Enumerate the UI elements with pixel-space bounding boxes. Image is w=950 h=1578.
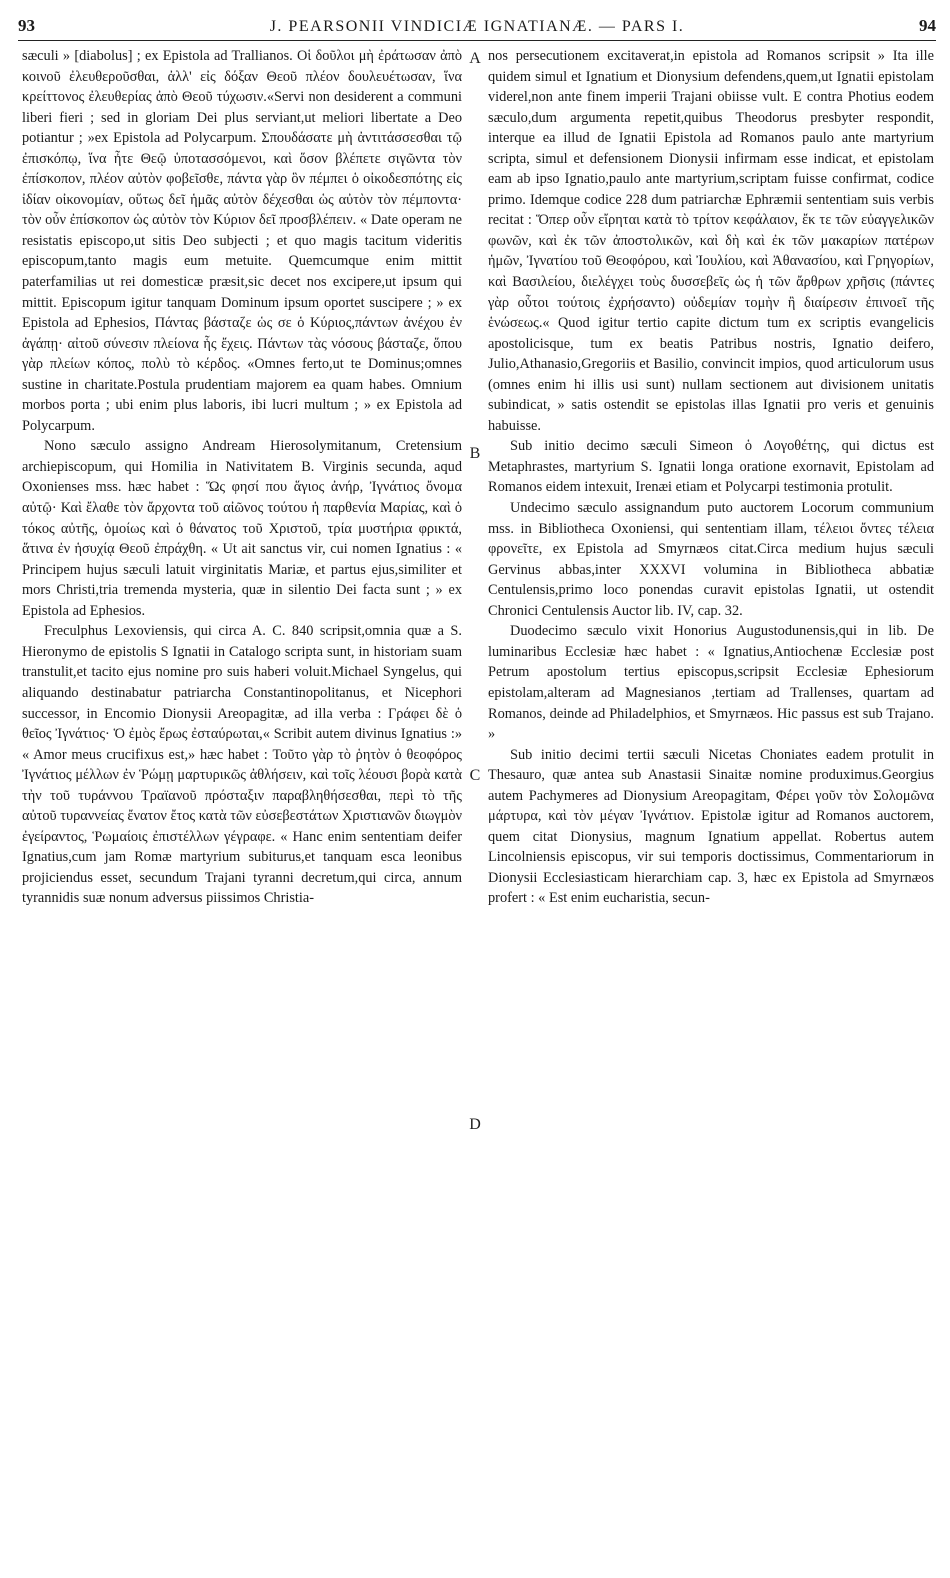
right-paragraph-2: Sub initio decimo sæculi Simeon ὁ Λογοθέτης, qui dictus est Metaphrastes, martyrium S. Ignatii longa oratione exornavit, Epistolam ad Romanos eidem intexuit, Irenæi etiam et Polycarpi testimonia protulit. [488,438,934,496]
left-column [22,46,462,909]
right-column [488,46,934,909]
right-paragraph-3: Undecimo sæculo assignandum puto auctorem Locorum communium mss. in Bibliotheca Oxoniensi, qui sententiam illam, τέλειοι ὄντες τέλεια φρονεῖτε, ex Epistola ad Smyrnæos citat.Circa medium hujus sæculi Gervinus abbas,inter XXXVI volumina in Bibliotheca abbatiæ Centulensis,primo loco ponendas curavit epistolas Ignatii, ut ostendit Chronici Centulensis Auctor lib. IV, cap. 32. [488,500,934,619]
right-paragraph-4: Duodecimo sæculo vixit Honorius Augustodunensis,qui in lib. De luminaribus Ecclesiæ hæc habet : « Ignatius,Antiochenæ Ecclesiæ post Petrum apostolum tertius episcopus,scripsit Ecclesiæ Ephesiorum epistolam,alteram ad Magnesianos ,tertiam ad Trallenses, quartam ad Romanos, deinde ad Philadelphios, et Smyrnæos. Hic passus est sub Trajano. » [488,623,934,743]
page-header [18,10,936,41]
left-paragraph-1: sæculi » [diabolus] ; ex Epistola ad Trallianos. Οἱ δοῦλοι μὴ ἐράτωσαν ἀπὸ κοινοῦ ἐλευθεροῦσθαι, ἀλλ' εἰς δόξαν Θεοῦ πλέον δουλευέτωσαν, ἵνα κρείττονος ἐλευθερίας ἀπὸ Θεοῦ τύχωσιν.«Servi non desiderent a communi liberi fieri ; sed in gloriam Dei plus serviant,ut meliori libertate a Deo potiantur ; »ex Epistola ad Polycarpum. Σπουδάσατε μὴ ἀντιτάσσεσθαι τῷ ἐπισκόπῳ, ἵνα ἦτε Θεῷ ὑποτασσόμενοι, καὶ ὅσον βλέπετε σιγῶντα τὸν ἐπίσκοπον, πλέον αὐτὸν φοβεῖσθε, πάντα γὰρ ὃν πέμπει ὁ οἰκοδεσπότης εἰς ἰδίαν οἰκονομίαν, οὕτως δεῖ ἡμᾶς αὐτὸν δέχεσθαι ὡς αὐτὸν τὸν πέμποντα· τὸν οὖν ἐπίσκοπον ὡς αὐτὸν τὸν Κύριον δεῖ προσβλέπειν. « Date operam ne resistatis episcopo,ut sitis Deo subjecti ; et quo magis tacitum videritis episcopum,tanto magis eum metuite. Quemcumque enim mittit paterfamilias ut rei domesticæ præsit,sic decet nos excipere,ut ipsum qui mittit. Episcopum igitur tanquam Dominum ipsum oportet suscipere ; » ex Epistola ad Ephesios, Πάντας βάσταζε ὡς σε ὁ Κύριος,πάντων ἀνέχου ἐν ἀγάπῃ· αἰτοῦ σύνεσιν πλείονα ἧς ἔχεις. Πάντων τὰς νόσους βάσταζε, ὅπου γὰρ πλείων κόπος, πολὺ τὸ κέρδος. «Omnes ferto,ut te Dominus;omnes sustine in charitate.Postula prudentiam majorem ea quam habes. Omnium morbos porta ; ubi enim plus laboris, ibi lucri multum ; » ex Epistola ad Polycarpum. [22,48,462,434]
right-paragraph-5: Sub initio decimi tertii sæculi Nicetas Choniates eadem protulit in Thesauro, quæ antea sub Anastasii Sinaitæ nomine produximus.Georgius autem Pachymeres ad Dionysium Areopagitam, Φέρει γοῦν τὸν Σολομῶνα μάρτυρα, καὶ τὸν μέγαν Ἰγνάτιον. Epistolæ igitur ad Romanos auctorem, quem citat Dionysius, magnum Ignatium appellat. Robertus autem Lincolniensis episcopus, vir sui temporis doctissimus, Commentariorum in Dionysii Ecclesiasticam hierarchiam cap. 3, hæc ex Epistola ad Smyrnæos profert : « Est enim eucharistia, secun- [488,746,934,907]
margin-marker-b: B [469,445,481,462]
left-paragraph-2: Nono sæculo assigno Andream Hierosolymitanum, Cretensium archiepiscopum, qui Homilia in Nativitatem B. Virginis secunda, aqud Oxonienses mss. hæc habet : Ὥς φησί που ἅγιος ἀνήρ, Ἰγνάτιος ὄνομα αὐτῷ· Καὶ ἔλαθε τὸν ἄρχοντα τοῦ αἰῶνος τούτου ἡ παρθενία Μαρίας, καὶ ὁ τόκος αὐτῆς, ὁμοίως καὶ ὁ θάνατος τοῦ Χριστοῦ, τρία μυστήρια φρικτά, ἅτινα ἐν ἡσυχίᾳ Θεοῦ ἐπράχθη. « Ut ait sanctus vir, cui nomen Ignatius : « Principem hujus sæculi latuit virginitatis Mariæ, et partus ejus,similiter et mors Christi,tria tremenda mysteria, quæ in silentio Dei facta sunt ; » ex Epistola ad Ephesios. [22,438,462,619]
page-number-left: 93 [18,16,35,35]
right-paragraph-1: nos persecutionem excitaverat,in epistola ad Romanos scripsit » Ita ille quidem simul et Ignatium et Dionysium defendens,quem,ut Ignatii epistolam viderel,non ante finem imperii Trajani obiisse vult. E contra Photius eodem sæculo,dum argumenta repetit,quibus Theodorus presbyter respondit, interque ea illud de Ignatii Epistola ad Romanos paulo ante martyrium scripta, simul et defensionem Dionysii infirmam esse indicat, et epistolam eam ab ipso Ignatio,paulo ante martyrium,scriptam fuisse confirmat, codice primo. Idemque codice 228 dum patriarchæ Ephræmii sententiam suis verbis recitat : Ὅπερ οὖν εἴρηται κατὰ τὸ τρίτον κεφάλαιον, ἔκ τε τῶν εὐαγγελικῶν φωνῶν, καὶ ἐκ τῶν ἀποστολικῶν, καὶ δὴ καὶ ἐκ τῶν μακαρίων πατέρων ἡμῶν, Ἰγνατίου τοῦ Θεοφόρου, καὶ Ἰουλίου, καὶ Ἀθανασίου, καὶ Γρηγορίων, καὶ Βασιλείου, διελέγχει τοὺς δυσσεβεῖς ὡς ἡ τῶν ἄρθρων χρῆσις (πάντες γὰρ οὗτοι τούτοις ἐχρήσαντο) οὐδεμίαν τομὴν ἢ διαίρεσιν ἐπινοεῖ τῆς ἑνώσεως.« Quod igitur tertio capite dictum tum ex scriptis evangelicis apostolicisque, tum ex beatis Patribus nostris, Ignatio deifero, Julio,Athanasio,Gregoriis et Basilio, convincit impios, quod articulorum usus (omnes enim hi illis usi sunt) nullam sectionem aut divisionem unitatis subindicat, » satis ostendit se epistolas illas Ignatii pro veris et genuinis habuisse. [488,48,934,434]
running-title: J. PEARSONII VINDICIÆ IGNATIANÆ. — PARS I. [269,18,685,35]
margin-marker-a: A [469,50,481,67]
margin-marker-c: C [469,767,481,784]
margin-marker-d: D [469,1116,481,1133]
left-paragraph-3: Freculphus Lexoviensis, qui circa A. C. 840 scripsit,omnia quæ a S. Hieronymo de epistolis S Ignatii in Catalogo scripta sunt, in historiam suam transtulit,et tacito ejus nomine pro suis haberi voluit.Michael Syngelus, qui aliquando destinabatur patriarcha Constantinopolitanus, et Nicephori successor, in Encomio Dionysii Areopagitæ, ad illa verba : Γράφει δὲ ὁ θεῖος Ἰγνάτιος· Ὁ ἐμὸς ἔρως ἐσταύρωται,« Scribit autem divinus Ignatius :» « Amor meus crucifixus est,» hæc habet : Τοῦτο γὰρ τὸ ῥητὸν ὁ θεοφόρος Ἰγνάτιος μέλλων ἐν Ῥώμῃ μαρτυρικῶς ἀθλήσειν, καὶ τοῖς λέουσι βορὰ κατὰ τὴν τοῦ τυράννου Τραϊανοῦ πρόσταξιν παραβληθήσεσθαι, περὶ τὸ τῆς αὐτοῦ τυραννείας ἔνατον ἔτος κατὰ τῶν εὐσεβεστάτων Χριστιανῶν διωγμὸν ἐγείραντος, Ῥωμαίοις ἐπιστέλλων γέγραφε. « Hanc enim sententiam deifer Ignatius,cum jam Romæ martyrium subiturus,et tanquam esca leonibus projiciendus esset, secundum Trajani tyranni decretum,qui circa, annum tyrannidis suæ nonum adversus piissimos Christia- [22,623,462,907]
page-number-right: 94 [919,16,936,35]
